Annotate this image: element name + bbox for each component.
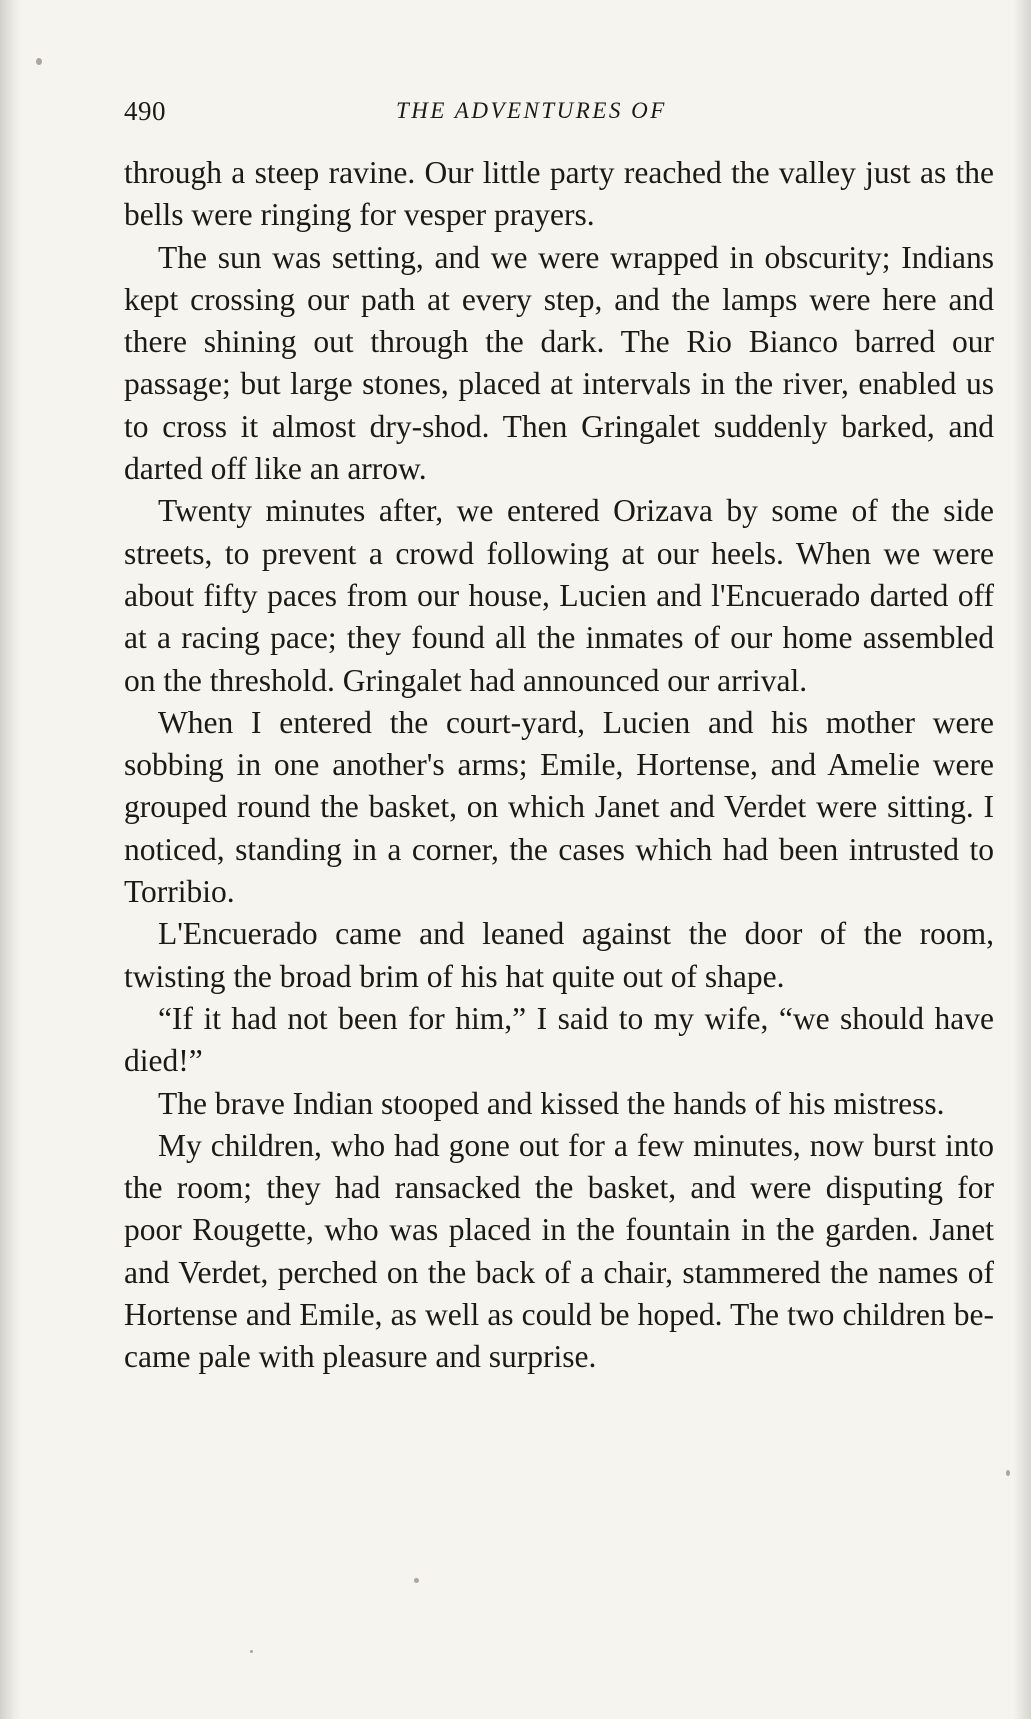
- paragraph: L'Encuerado came and leaned against the door of the room, twisting the broad brim of his hat quite out of shape.: [124, 916, 994, 994]
- paragraph: Twenty minutes after, we entered Orizava by some of the side streets, to prevent a crowd following at our heels. When we were about fifty paces from our house, Lucien and l'Encuerado darted off at a racing pace; they found all the inmates of our home assembled on the threshold. Gringalet had announced our arrival.: [124, 493, 994, 698]
- paragraph: The sun was setting, and we were wrapped in obscurity; Indians kept crossing our path at every step, and the lamps were here and there shining out through the dark. The Rio Bianco barred our passage; but large stones, placed at intervals in the river, enabled us to cross it almost dry-shod. Then Gringalet suddenly barked, and darted off like an arrow.: [124, 239, 994, 487]
- paragraph: “If it had not been for him,” I said to my wife, “we should have died!”: [124, 1000, 994, 1079]
- page-number: 490: [124, 96, 166, 126]
- paper-speck: [1006, 1470, 1010, 1476]
- page-edge-shadow-left: [0, 0, 22, 1719]
- paragraph: My children, who had gone out for a few minutes, now burst into the room; they had ransacked the basket, and were disputing for poor Rougette, who was placed in the fountain in the garden. Janet and Verdet, perched on the back of a chair, stammered the names of Hortense and Emile, as well as could be hoped. The two children became pale with pleasure and surprise.: [124, 1127, 994, 1375]
- page-edge-shadow-right: [1013, 0, 1031, 1719]
- paper-speck: [414, 1578, 419, 1583]
- paper-speck: [250, 1650, 253, 1653]
- paper-speck: [36, 58, 42, 65]
- page-header: [124, 96, 994, 136]
- running-title: THE ADVENTURES OF: [396, 98, 667, 123]
- paragraph-continued: through a steep ravine. Our little party reached the valley just as the bells were ringing for vesper prayers.: [124, 155, 994, 233]
- paragraph: When I entered the court-yard, Lucien and his mother were sobbing in one another's arms; Emile, Hortense, and Amelie were grouped round the basket, on which Janet and Verdet were sitting. I noticed, standing in a corner, the cases which had been intrusted to Torribio.: [124, 704, 994, 910]
- paragraph: The brave Indian stooped and kissed the hands of his mistress.: [158, 1085, 945, 1121]
- body-text: [124, 152, 994, 1379]
